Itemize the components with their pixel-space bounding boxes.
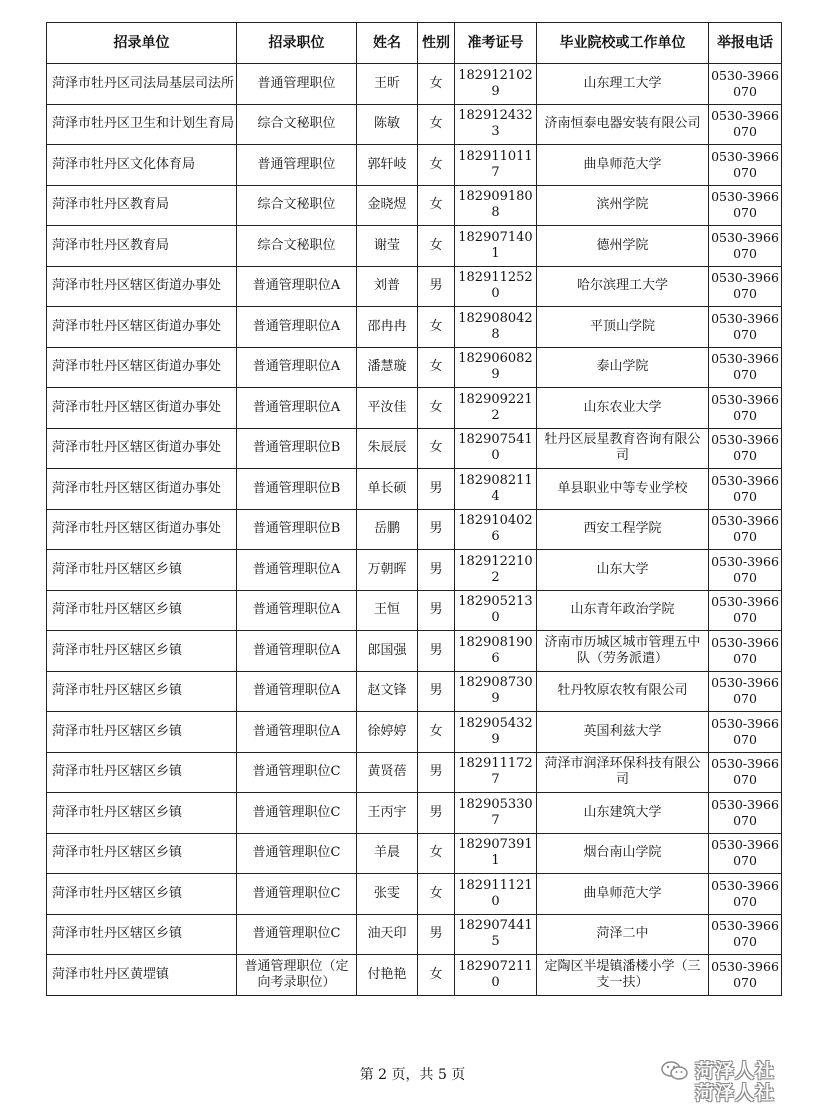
cell-name: 陈敏 (357, 104, 418, 145)
cell-name: 谢莹 (357, 226, 418, 267)
cell-hotline: 0530-3966070 (709, 469, 782, 510)
cell-unit: 菏泽市牡丹区教育局 (47, 226, 237, 267)
cell-gender: 女 (418, 307, 455, 348)
cell-unit: 菏泽市牡丹区文化体育局 (47, 145, 237, 186)
cell-position: 普通管理职位B (237, 469, 357, 510)
cell-hotline: 0530-3966070 (709, 388, 782, 429)
cell-name: 金晓煜 (357, 185, 418, 226)
cell-unit: 菏泽市牡丹区辖区街道办事处 (47, 266, 237, 307)
cell-school-or-employer: 菏泽市润泽环保科技有限公司 (537, 752, 709, 793)
cell-gender: 女 (418, 428, 455, 469)
cell-name: 万朝晖 (357, 550, 418, 591)
cell-gender: 男 (418, 671, 455, 712)
cell-gender: 女 (418, 955, 455, 996)
cell-name: 王恒 (357, 590, 418, 631)
cell-school-or-employer: 烟台南山学院 (537, 833, 709, 874)
cell-position: 普通管理职位A (237, 347, 357, 388)
cell-hotline: 0530-3966070 (709, 509, 782, 550)
cell-exam-number: 1829124323 (455, 104, 537, 145)
cell-unit: 菏泽市牡丹区辖区乡镇 (47, 671, 237, 712)
table-row (47, 428, 782, 469)
cell-gender: 男 (418, 509, 455, 550)
cell-school-or-employer: 定陶区半堤镇潘楼小学（三支一扶） (537, 955, 709, 996)
cell-position: 普通管理职位B (237, 428, 357, 469)
column-header-exam-number: 准考证号 (455, 23, 537, 64)
table-row (47, 550, 782, 591)
cell-unit: 菏泽市牡丹区黄堽镇 (47, 955, 237, 996)
cell-unit: 菏泽市牡丹区辖区乡镇 (47, 914, 237, 955)
cell-hotline: 0530-3966070 (709, 428, 782, 469)
cell-exam-number: 1829081906 (455, 631, 537, 672)
table-row (47, 226, 782, 267)
cell-gender: 女 (418, 145, 455, 186)
cell-gender: 女 (418, 833, 455, 874)
column-header-position: 招录职位 (237, 23, 357, 64)
watermark-line-1: 菏泽人社 (695, 1060, 776, 1082)
cell-hotline: 0530-3966070 (709, 307, 782, 348)
cell-school-or-employer: 济南恒泰电器安装有限公司 (537, 104, 709, 145)
cell-unit: 菏泽市牡丹区辖区街道办事处 (47, 428, 237, 469)
cell-exam-number: 1829087309 (455, 671, 537, 712)
table-row (47, 712, 782, 753)
cell-position: 普通管理职位C (237, 874, 357, 915)
column-header-gender: 性别 (418, 23, 455, 64)
cell-gender: 男 (418, 469, 455, 510)
cell-exam-number: 1829074415 (455, 914, 537, 955)
cell-position: 普通管理职位 (237, 64, 357, 105)
cell-gender: 男 (418, 793, 455, 834)
cell-gender: 男 (418, 752, 455, 793)
cell-unit: 菏泽市牡丹区辖区乡镇 (47, 752, 237, 793)
cell-unit: 菏泽市牡丹区辖区街道办事处 (47, 388, 237, 429)
table-row (47, 266, 782, 307)
table-row (47, 874, 782, 915)
table-row (47, 631, 782, 672)
cell-unit: 菏泽市牡丹区卫生和计划生育局 (47, 104, 237, 145)
cell-gender: 男 (418, 914, 455, 955)
cell-hotline: 0530-3966070 (709, 226, 782, 267)
cell-school-or-employer: 德州学院 (537, 226, 709, 267)
cell-hotline: 0530-3966070 (709, 874, 782, 915)
cell-school-or-employer: 山东农业大学 (537, 388, 709, 429)
cell-position: 普通管理职位C (237, 793, 357, 834)
table-row (47, 833, 782, 874)
cell-school-or-employer: 山东建筑大学 (537, 793, 709, 834)
cell-position: 综合文秘职位 (237, 226, 357, 267)
cell-exam-number: 1829091808 (455, 185, 537, 226)
cell-position: 普通管理职位（定向考录职位） (237, 955, 357, 996)
cell-hotline: 0530-3966070 (709, 550, 782, 591)
cell-gender: 男 (418, 266, 455, 307)
cell-unit: 菏泽市牡丹区辖区乡镇 (47, 631, 237, 672)
cell-unit: 菏泽市牡丹区教育局 (47, 185, 237, 226)
cell-exam-number: 1829060829 (455, 347, 537, 388)
cell-hotline: 0530-3966070 (709, 64, 782, 105)
cell-hotline: 0530-3966070 (709, 590, 782, 631)
cell-position: 普通管理职位C (237, 833, 357, 874)
cell-name: 王昕 (357, 64, 418, 105)
cell-gender: 女 (418, 874, 455, 915)
cell-school-or-employer: 牡丹区辰星教育咨询有限公司 (537, 428, 709, 469)
cell-exam-number: 1829052130 (455, 590, 537, 631)
cell-school-or-employer: 泰山学院 (537, 347, 709, 388)
column-header-name: 姓名 (357, 23, 418, 64)
table-row (47, 104, 782, 145)
cell-school-or-employer: 西安工程学院 (537, 509, 709, 550)
cell-name: 刘普 (357, 266, 418, 307)
cell-hotline: 0530-3966070 (709, 185, 782, 226)
cell-exam-number: 1829072110 (455, 955, 537, 996)
cell-gender: 女 (418, 347, 455, 388)
cell-gender: 女 (418, 226, 455, 267)
table-row (47, 671, 782, 712)
cell-unit: 菏泽市牡丹区辖区乡镇 (47, 793, 237, 834)
cell-hotline: 0530-3966070 (709, 266, 782, 307)
cell-school-or-employer: 平顶山学院 (537, 307, 709, 348)
cell-gender: 女 (418, 388, 455, 429)
cell-gender: 男 (418, 590, 455, 631)
cell-unit: 菏泽市牡丹区辖区乡镇 (47, 833, 237, 874)
cell-name: 油天印 (357, 914, 418, 955)
cell-position: 普通管理职位A (237, 388, 357, 429)
table-row (47, 388, 782, 429)
cell-name: 朱辰辰 (357, 428, 418, 469)
header-row (47, 23, 782, 64)
cell-hotline: 0530-3966070 (709, 833, 782, 874)
cell-name: 郎国强 (357, 631, 418, 672)
cell-name: 赵文锋 (357, 671, 418, 712)
cell-hotline: 0530-3966070 (709, 145, 782, 186)
table-row (47, 509, 782, 550)
cell-school-or-employer: 哈尔滨理工大学 (537, 266, 709, 307)
watermark-line-2: 菏泽人社 (695, 1082, 776, 1104)
cell-hotline: 0530-3966070 (709, 955, 782, 996)
cell-hotline: 0530-3966070 (709, 671, 782, 712)
cell-name: 郭轩岐 (357, 145, 418, 186)
cell-hotline: 0530-3966070 (709, 752, 782, 793)
cell-name: 单长硕 (357, 469, 418, 510)
cell-exam-number: 1829111210 (455, 874, 537, 915)
cell-exam-number: 1829110117 (455, 145, 537, 186)
table-row (47, 752, 782, 793)
cell-hotline: 0530-3966070 (709, 104, 782, 145)
candidate-table (46, 22, 782, 996)
table-row (47, 64, 782, 105)
cell-position: 普通管理职位 (237, 145, 357, 186)
cell-exam-number: 1829121029 (455, 64, 537, 105)
cell-school-or-employer: 曲阜师范大学 (537, 874, 709, 915)
cell-exam-number: 1829071401 (455, 226, 537, 267)
cell-hotline: 0530-3966070 (709, 914, 782, 955)
cell-name: 岳鹏 (357, 509, 418, 550)
cell-gender: 女 (418, 185, 455, 226)
cell-position: 普通管理职位A (237, 307, 357, 348)
cell-hotline: 0530-3966070 (709, 793, 782, 834)
cell-unit: 菏泽市牡丹区辖区街道办事处 (47, 347, 237, 388)
cell-school-or-employer: 滨州学院 (537, 185, 709, 226)
cell-name: 黄贤蓓 (357, 752, 418, 793)
cell-name: 平汝佳 (357, 388, 418, 429)
cell-gender: 女 (418, 712, 455, 753)
table-row (47, 469, 782, 510)
table-row (47, 145, 782, 186)
cell-position: 综合文秘职位 (237, 104, 357, 145)
cell-unit: 菏泽市牡丹区辖区乡镇 (47, 874, 237, 915)
cell-unit: 菏泽市牡丹区辖区乡镇 (47, 712, 237, 753)
cell-unit: 菏泽市牡丹区辖区乡镇 (47, 590, 237, 631)
cell-school-or-employer: 英国利兹大学 (537, 712, 709, 753)
table-body (47, 64, 782, 996)
cell-exam-number: 1829073911 (455, 833, 537, 874)
cell-exam-number: 1829054329 (455, 712, 537, 753)
cell-exam-number: 1829082114 (455, 469, 537, 510)
cell-position: 综合文秘职位 (237, 185, 357, 226)
cell-position: 普通管理职位C (237, 752, 357, 793)
table-header (47, 23, 782, 64)
table-row (47, 914, 782, 955)
cell-hotline: 0530-3966070 (709, 712, 782, 753)
cell-school-or-employer: 济南市历城区城市管理五中队（劳务派遣） (537, 631, 709, 672)
table-row (47, 185, 782, 226)
table-row (47, 347, 782, 388)
cell-gender: 女 (418, 104, 455, 145)
cell-school-or-employer: 山东理工大学 (537, 64, 709, 105)
cell-hotline: 0530-3966070 (709, 347, 782, 388)
cell-school-or-employer: 曲阜师范大学 (537, 145, 709, 186)
watermark (661, 1052, 811, 1102)
cell-position: 普通管理职位A (237, 631, 357, 672)
cell-name: 潘慧璇 (357, 347, 418, 388)
cell-unit: 菏泽市牡丹区辖区街道办事处 (47, 469, 237, 510)
cell-school-or-employer: 菏泽二中 (537, 914, 709, 955)
cell-position: 普通管理职位A (237, 671, 357, 712)
cell-position: 普通管理职位A (237, 266, 357, 307)
cell-position: 普通管理职位A (237, 590, 357, 631)
table-row (47, 793, 782, 834)
cell-name: 付艳艳 (357, 955, 418, 996)
cell-unit: 菏泽市牡丹区辖区街道办事处 (47, 307, 237, 348)
cell-exam-number: 1829104026 (455, 509, 537, 550)
cell-gender: 女 (418, 64, 455, 105)
column-header-hotline: 举报电话 (709, 23, 782, 64)
cell-unit: 菏泽市牡丹区辖区乡镇 (47, 550, 237, 591)
cell-name: 羊晨 (357, 833, 418, 874)
cell-school-or-employer: 单县职业中等专业学校 (537, 469, 709, 510)
wechat-icon (661, 1060, 689, 1082)
cell-position: 普通管理职位A (237, 550, 357, 591)
cell-name: 张雯 (357, 874, 418, 915)
cell-name: 王丙宇 (357, 793, 418, 834)
cell-gender: 男 (418, 631, 455, 672)
cell-name: 徐婷婷 (357, 712, 418, 753)
cell-school-or-employer: 牡丹牧原农牧有限公司 (537, 671, 709, 712)
table-row (47, 307, 782, 348)
column-header-unit: 招录单位 (47, 23, 237, 64)
column-header-school-or-employer: 毕业院校或工作单位 (537, 23, 709, 64)
cell-school-or-employer: 山东大学 (537, 550, 709, 591)
cell-unit: 菏泽市牡丹区辖区街道办事处 (47, 509, 237, 550)
cell-exam-number: 1829092212 (455, 388, 537, 429)
cell-position: 普通管理职位B (237, 509, 357, 550)
cell-position: 普通管理职位C (237, 914, 357, 955)
cell-name: 邵冉冉 (357, 307, 418, 348)
page-number: 第 2 页，共 5 页 (359, 1067, 466, 1083)
cell-gender: 男 (418, 550, 455, 591)
cell-exam-number: 1829112520 (455, 266, 537, 307)
cell-exam-number: 1829080428 (455, 307, 537, 348)
cell-exam-number: 1829075410 (455, 428, 537, 469)
cell-unit: 菏泽市牡丹区司法局基层司法所 (47, 64, 237, 105)
cell-exam-number: 1829122102 (455, 550, 537, 591)
table-row (47, 590, 782, 631)
cell-school-or-employer: 山东青年政治学院 (537, 590, 709, 631)
cell-position: 普通管理职位A (237, 712, 357, 753)
cell-exam-number: 1829111727 (455, 752, 537, 793)
table-row (47, 955, 782, 996)
cell-hotline: 0530-3966070 (709, 631, 782, 672)
cell-exam-number: 1829053307 (455, 793, 537, 834)
